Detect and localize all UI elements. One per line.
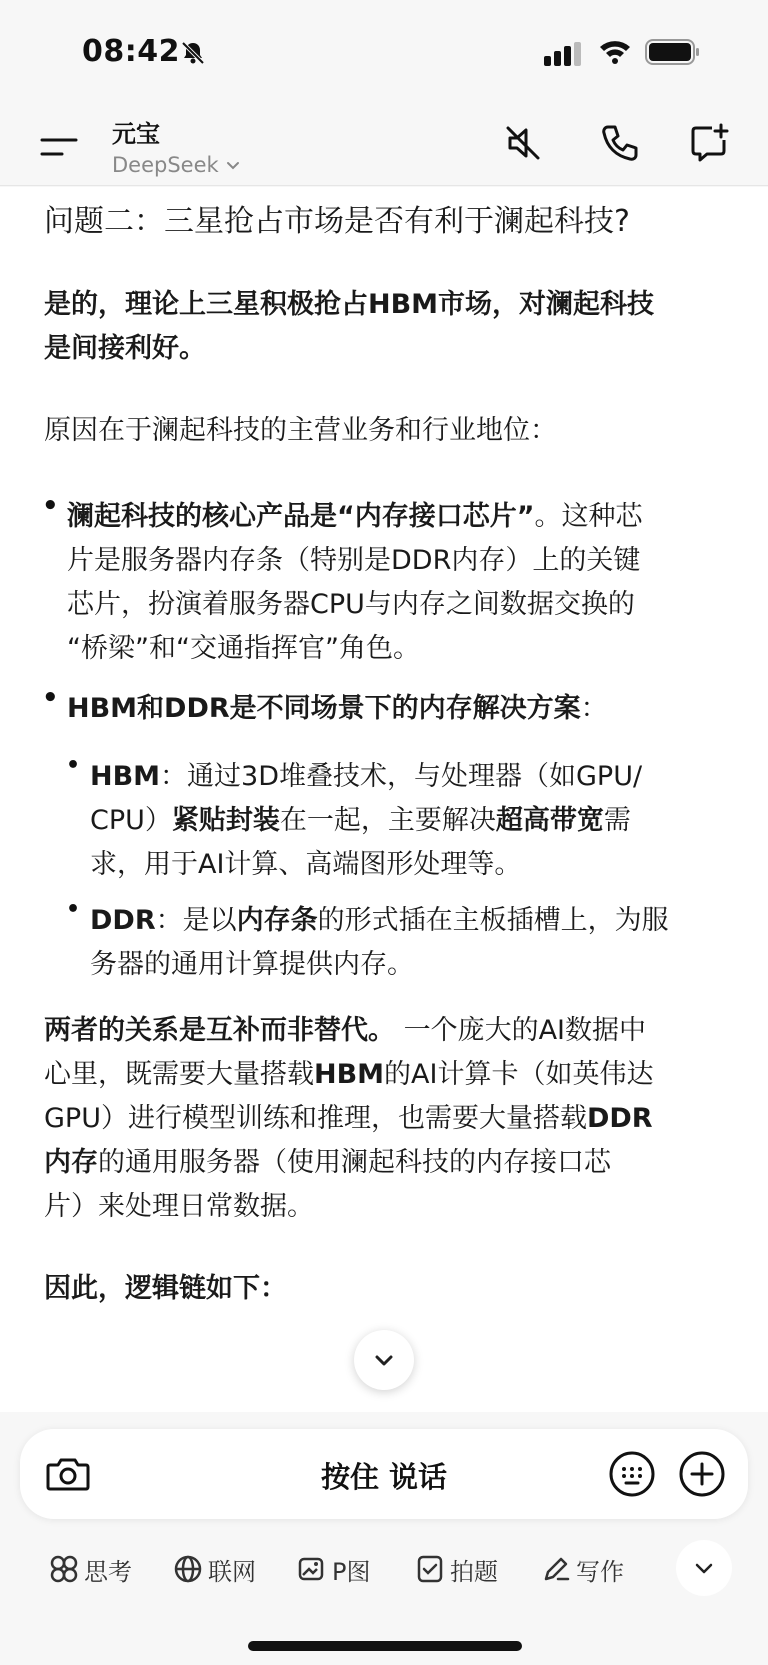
chat-title-block[interactable]	[112, 114, 243, 177]
bullet-1-line-1	[67, 495, 727, 539]
message-heading: 问题二：三星抢占市场是否有利于澜起科技?	[44, 204, 630, 239]
bullet-2-line	[67, 687, 727, 731]
chip-web-search[interactable]	[172, 1548, 256, 1590]
relation-l3-a: GPU）进行模型训练和推理，也需要大量搭载	[44, 1103, 587, 1134]
more-tools-button[interactable]	[676, 1540, 732, 1596]
relation-l2-b: 的AI计算卡（如英伟达	[384, 1059, 654, 1090]
home-indicator	[248, 1641, 522, 1651]
status-time: 08:42	[82, 34, 180, 69]
new-chat-icon	[688, 122, 730, 164]
pen-icon	[540, 1553, 572, 1585]
chip-writing[interactable]	[540, 1548, 624, 1590]
bullet-1-line-2: 片是服务器内存条（特别是DDR内存）上的关键	[67, 545, 641, 576]
phone-icon	[598, 122, 640, 164]
hbm-line2-b: 在一起，主要解决	[279, 805, 496, 836]
hbm-term: HBM	[90, 761, 161, 792]
hold-to-talk-button[interactable]: 按住 说话	[320, 1460, 448, 1494]
hbm-line2-bold: 紧贴封装	[171, 805, 280, 836]
sub-bullet-ddr-line-1	[90, 899, 730, 943]
globe-icon	[172, 1553, 204, 1585]
plus-icon[interactable]	[678, 1450, 726, 1498]
cellular-signal-icon	[544, 42, 584, 66]
bullet-dot: •	[42, 683, 59, 713]
status-bar	[0, 0, 768, 104]
relation-line-4	[44, 1141, 724, 1185]
relation-l4-rest: 的通用服务器（使用澜起科技的内存接口芯	[98, 1147, 611, 1178]
chat-message	[0, 187, 768, 1412]
sub-bullet-ddr-line-2: 务器的通用计算提供内存。	[90, 949, 414, 980]
image-edit-icon	[296, 1553, 328, 1585]
speaker-muted-icon	[502, 122, 544, 164]
bell-muted-icon	[180, 40, 206, 66]
relation-bold: 两者的关系是互补而非替代。	[44, 1015, 395, 1046]
ddr-term: DDR	[90, 905, 156, 936]
relation-line-5: 片）来处理日常数据。	[44, 1191, 314, 1222]
app-title: 元宝	[112, 120, 160, 148]
reason-intro: 原因在于澜起科技的主营业务和行业地位：	[44, 415, 557, 446]
bullet-1-line-3: 芯片，扮演着服务器CPU与内存之间数据交换的	[67, 589, 635, 620]
battery-icon	[645, 38, 701, 66]
chip-label: 联网	[208, 1557, 256, 1586]
bullet-2-rest: ：	[580, 693, 608, 724]
chip-photo-edit[interactable]	[296, 1548, 370, 1590]
answer-line-1: 是的，理论上三星积极抢占HBM市场，对澜起科技	[44, 289, 655, 320]
chip-think[interactable]	[48, 1548, 132, 1590]
sub-bullet-dot: •	[66, 897, 81, 922]
think-icon	[48, 1553, 80, 1585]
model-name: DeepSeek	[112, 153, 219, 177]
scan-question-icon	[414, 1553, 446, 1585]
sub-bullet-hbm-line-3: 求，用于AI计算、高端图形处理等。	[90, 849, 522, 880]
wifi-icon	[598, 38, 632, 64]
voice-composer	[20, 1429, 748, 1519]
relation-l3-bold: DDR	[586, 1103, 653, 1134]
sub-bullet-hbm-line-1	[90, 755, 730, 799]
hbm-line2-bold2: 超高带宽	[495, 805, 604, 836]
bullet-1-line-4: “桥梁”和“交通指挥官”角色。	[67, 633, 420, 664]
chevron-down-icon	[223, 155, 243, 175]
ddr-line1-bold: 内存条	[236, 905, 318, 936]
bullet-dot: •	[42, 491, 59, 521]
model-selector[interactable]	[112, 153, 243, 177]
ddr-line1-a: ：是以	[155, 905, 237, 936]
bullet-1-bold: 澜起科技的核心产品是“内存接口芯片”	[67, 501, 535, 532]
sub-bullet-hbm-line-2	[90, 799, 730, 843]
keyboard-icon[interactable]	[608, 1450, 656, 1498]
chevron-down-icon	[371, 1347, 397, 1373]
chip-scan-question[interactable]	[414, 1548, 498, 1590]
relation-line-2	[44, 1053, 724, 1097]
sub-bullet-dot: •	[66, 753, 81, 778]
ddr-line1-b: 的形式插在主板插槽上，为服	[317, 905, 669, 936]
bullet-1-rest: 。这种芯	[534, 501, 643, 532]
relation-l2-a: 心里，既需要大量搭载	[44, 1059, 314, 1090]
relation-line-1	[44, 1009, 724, 1053]
hbm-line2-c: 需	[603, 805, 631, 836]
new-chat-button[interactable]	[684, 118, 734, 168]
hbm-line2-a: CPU）	[90, 805, 172, 836]
scroll-to-bottom-button[interactable]	[354, 1330, 414, 1390]
chevron-down-icon	[692, 1556, 716, 1580]
hbm-desc: ：通过3D堆叠技术，与处理器（如GPU/	[160, 761, 643, 792]
answer-line-2: 是间接利好。	[44, 333, 206, 364]
relation-rest: 一个庞大的AI数据中	[395, 1015, 647, 1046]
relation-l4-bold: 内存	[44, 1147, 98, 1178]
chip-label: P图	[332, 1557, 371, 1586]
chip-label: 写作	[576, 1557, 624, 1586]
chat-header	[0, 104, 768, 186]
mute-voice-button[interactable]	[498, 118, 548, 168]
relation-l2-bold: HBM	[314, 1059, 385, 1090]
menu-icon[interactable]	[38, 126, 80, 166]
conclusion-line: 因此，逻辑链如下：	[44, 1273, 287, 1304]
chip-label: 思考	[84, 1557, 132, 1586]
call-button[interactable]	[594, 118, 644, 168]
chip-label: 拍题	[450, 1557, 498, 1586]
relation-line-3	[44, 1097, 724, 1141]
bullet-2-bold: HBM和DDR是不同场景下的内存解决方案	[67, 693, 581, 724]
